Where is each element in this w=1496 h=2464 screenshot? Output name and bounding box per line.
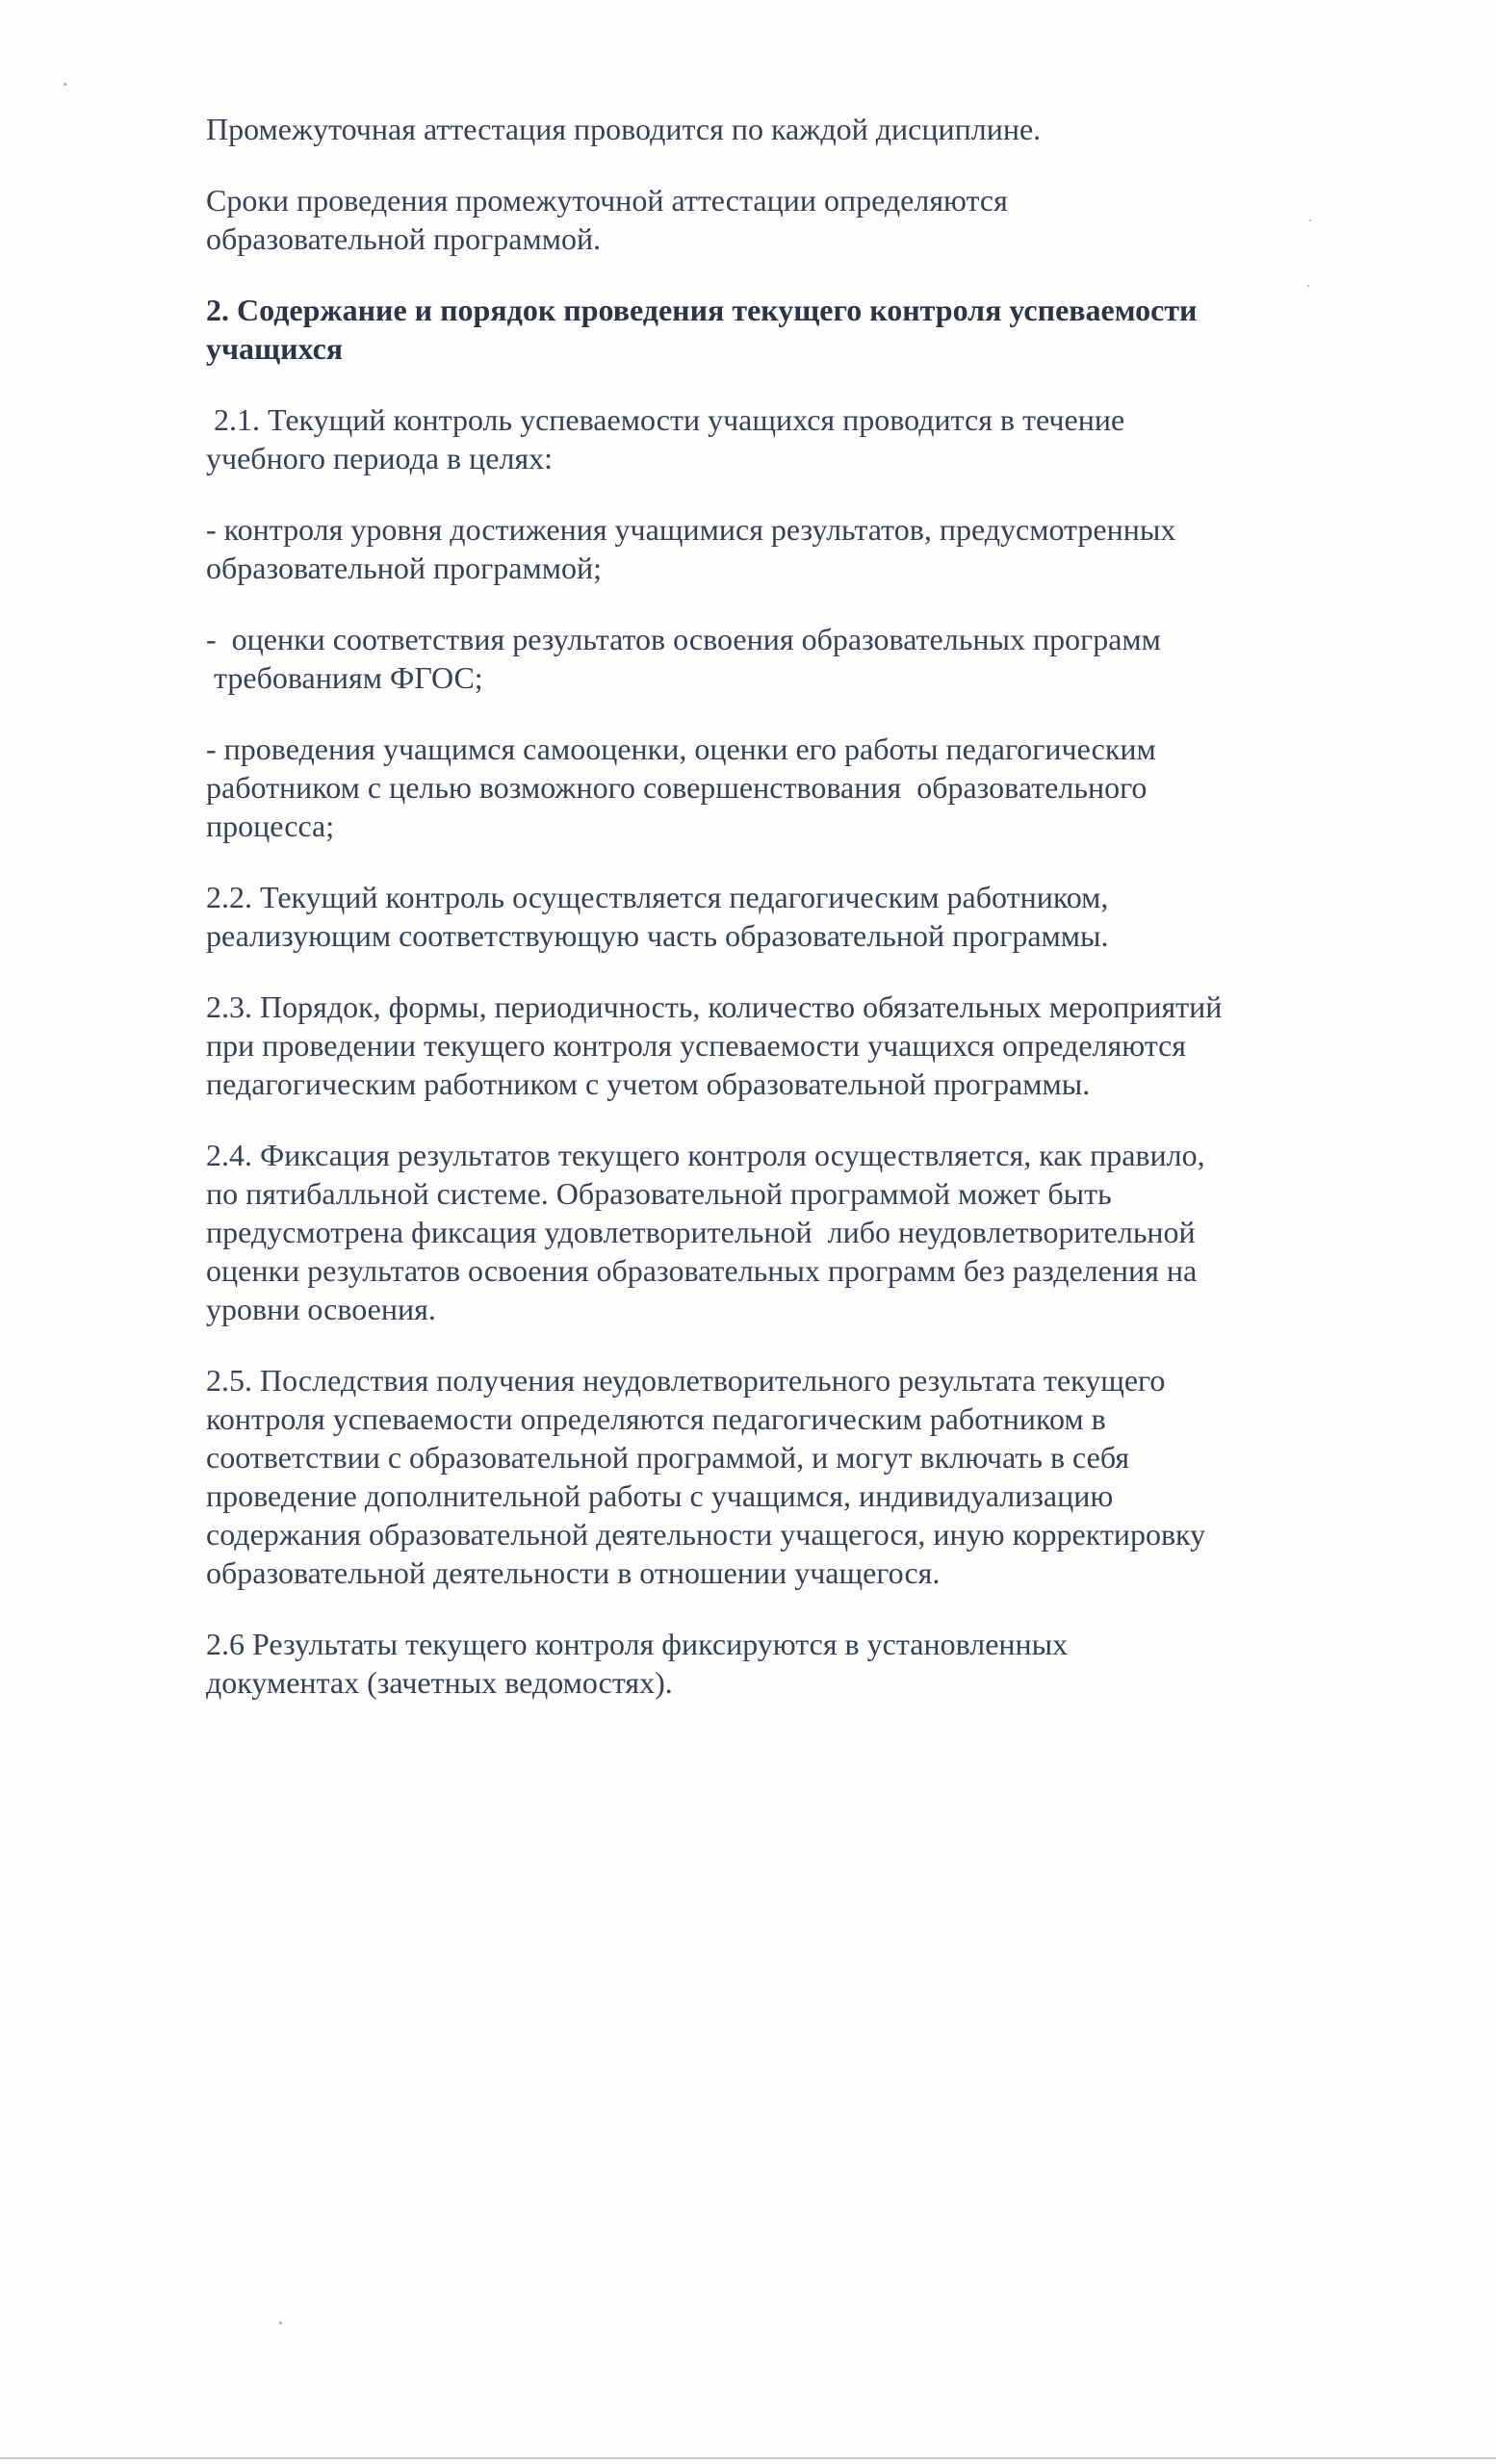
paragraph — [206, 110, 1342, 148]
text-line: реализующим соответствующую часть образовательной программы. — [206, 918, 1109, 953]
text-line: 2.2. Текущий контроль осуществляется педагогическим работником, — [206, 880, 1109, 914]
text-line: при проведении текущего контроля успеваемости учащихся определяются — [206, 1028, 1186, 1063]
text-line: проведение дополнительной работы с учащимся, индивидуализацию — [206, 1478, 1114, 1513]
text-line: учебного периода в целях: — [206, 441, 554, 475]
text-line: требованиям ФГОС; — [206, 660, 483, 695]
text-line: предусмотрена фиксация удовлетворительной либо неудовлетворительной — [206, 1215, 1196, 1249]
text-line: процесса; — [206, 808, 335, 843]
paragraph — [206, 1625, 1342, 1702]
text-line: 2.3. Порядок, формы, периодичность, количество обязательных мероприятий — [206, 989, 1223, 1024]
text-line: Сроки проведения промежуточной аттестации определяются — [206, 183, 1008, 218]
text-line: 2.5. Последствия получения неудовлетворительного результата текущего — [206, 1363, 1166, 1398]
document-body — [206, 110, 1342, 1734]
scan-speck — [279, 2322, 282, 2324]
text-line: - оценки соответствия результатов освоения образовательных программ — [206, 622, 1161, 656]
section-heading — [206, 291, 1342, 368]
text-line: 2.6 Результаты текущего контроля фиксируются в установленных — [206, 1627, 1069, 1661]
scan-speck — [64, 83, 66, 86]
paragraph — [206, 510, 1342, 587]
paragraph — [206, 1136, 1342, 1328]
text-line: образовательной программой. — [206, 221, 602, 256]
text-line: содержания образовательной деятельности учащегося, иную корректировку — [206, 1517, 1206, 1552]
text-line: соответствии с образовательной программой, и могут включать в себя — [206, 1440, 1130, 1475]
paragraph — [206, 400, 1342, 477]
text-line: контроля успеваемости определяются педагогическим работником в — [206, 1401, 1106, 1436]
text-line: - проведения учащимся самооценки, оценки его работы педагогическим — [206, 732, 1156, 766]
text-line: педагогическим работником с учетом образовательной программы. — [206, 1066, 1091, 1101]
text-line: образовательной программой; — [206, 551, 602, 585]
paragraph — [206, 1361, 1342, 1592]
paragraph — [206, 730, 1342, 845]
paragraph — [206, 620, 1342, 697]
text-line: уровни освоения. — [206, 1292, 436, 1326]
text-line: работником с целью возможного совершенствования образовательного — [206, 770, 1148, 805]
page-bottom-edge — [0, 2457, 1496, 2459]
paragraph — [206, 988, 1342, 1103]
text-line: Промежуточная аттестация проводится по каждой дисциплине. — [206, 112, 1042, 146]
text-line: оценки результатов освоения образовательных программ без разделения на — [206, 1253, 1198, 1288]
text-line: по пятибалльной системе. Образовательной программой может быть — [206, 1176, 1112, 1211]
text-line: 2. Содержание и порядок проведения текущего контроля успеваемости — [206, 293, 1198, 327]
text-line: - контроля уровня достижения учащимися результатов, предусмотренных — [206, 512, 1176, 547]
paragraph — [206, 878, 1342, 955]
text-line: документах (зачетных ведомостях). — [206, 1665, 673, 1700]
paragraph — [206, 181, 1342, 258]
text-line: образовательной деятельности в отношении учащегося. — [206, 1555, 941, 1590]
text-line: 2.4. Фиксация результатов текущего контроля осуществляется, как правило, — [206, 1138, 1205, 1172]
text-line: учащихся — [206, 331, 344, 366]
text-line: 2.1. Текущий контроль успеваемости учащихся проводится в течение — [206, 402, 1125, 437]
